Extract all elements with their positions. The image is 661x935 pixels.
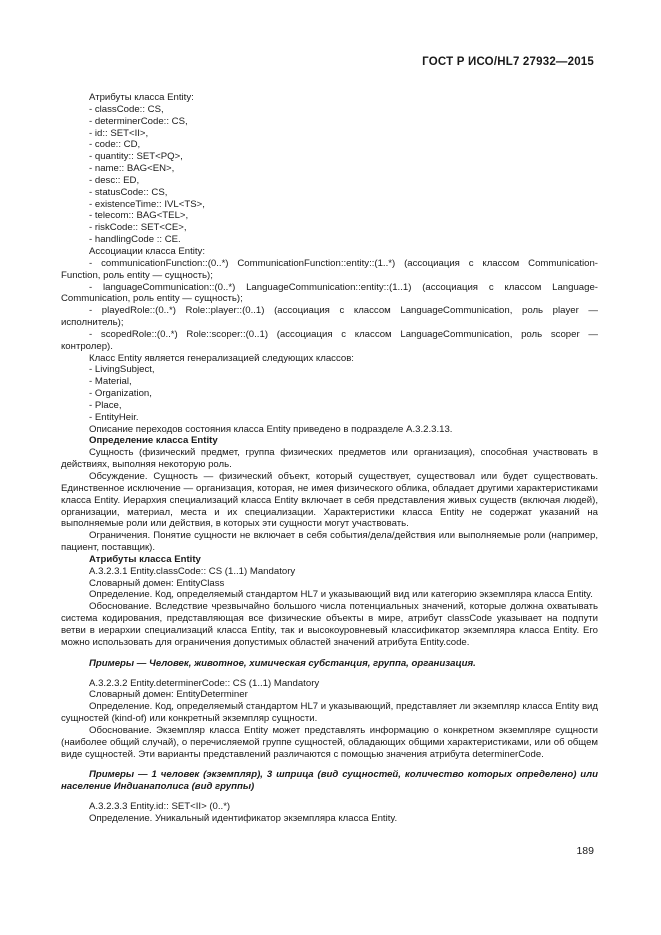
generalization-item: - Place, bbox=[89, 399, 122, 411]
standard-header: ГОСТ Р ИСО/HL7 27932—2015 bbox=[422, 56, 594, 68]
attr-item: - handlingCode :: CE. bbox=[89, 234, 181, 246]
generalization-item: - EntityHeir. bbox=[89, 411, 139, 423]
associations-title: Ассоциации класса Entity: bbox=[89, 245, 205, 257]
determiner-examples: Примеры — 1 человек (экземпляр), 3 шприца (вид сущностей, количество которых определено) или население Индианаполиса (вид группы) bbox=[61, 769, 598, 793]
attr-item: - classCode:: CS, bbox=[89, 103, 164, 115]
attr-item: - statusCode:: CS, bbox=[89, 186, 168, 198]
attr-item: - telecom:: BAG<TEL>, bbox=[89, 210, 189, 222]
classcode-domain: Словарный домен: EntityClass bbox=[89, 577, 225, 589]
attr-item: - desc:: ED, bbox=[89, 174, 140, 186]
attr-item: - name:: BAG<EN>, bbox=[89, 163, 175, 175]
page-number: 189 bbox=[576, 845, 594, 857]
association-item: - communicationFunction::(0..*) CommunicationFunction::entity::(1..*) (ассоциация с классом Communication-Function, роль entity — сущность); bbox=[61, 257, 598, 281]
association-item: - scopedRole::(0..*) Role::scoper::(0..1) (ассоциация с классом LanguageCommunication, роль scoper — контролер). bbox=[61, 328, 598, 352]
classcode-rationale: Обоснование. Вследствие чрезвычайно большого числа потенциальных значений, которые должна охватывать система кодирования, представляющая все физические объекты в мире, атрибут classCode указывает на подпути ветви в иерархии специализаций класса Entity, так и высокоуровневый классификатор экземпляра класса Entity. Его можно использовать для ограничения допустимых областей значений атрибута Entity.code. bbox=[61, 601, 598, 648]
determiner-spec: А.3.2.3.2 Entity.determinerCode:: CS (1..1) Mandatory bbox=[89, 677, 320, 689]
attr-item: - riskCode:: SET<CE>, bbox=[89, 222, 187, 234]
attr-item: - existenceTime:: IVL<TS>, bbox=[89, 198, 205, 210]
attr-item: - determinerCode:: CS, bbox=[89, 115, 188, 127]
transitions-note: Описание переходов состояния класса Entity приведено в подразделе А.3.2.3.13. bbox=[89, 423, 453, 435]
determiner-domain: Словарный домен: EntityDeterminer bbox=[89, 689, 248, 701]
determiner-rationale: Обоснование. Экземпляр класса Entity может представлять информацию о конкретном экземпляре сущности (наиболее общий случай), о перечисляемой группе сущностей, обладающих общими характеристиками, или об общем виде сущностей. Эти варианты представлений различаются с помощью значения атрибута determinerCode. bbox=[61, 724, 598, 760]
determiner-definition: Определение. Код, определяемый стандартом HL7 и указывающий, представляет ли экземпляр класса Entity вид сущностей (kind-of) или конкретный экземпляр сущности. bbox=[61, 701, 599, 725]
attributes-heading: Атрибуты класса Entity bbox=[89, 553, 201, 565]
discussion-text: Обсуждение. Сущность — физический объект, который существует, существовал или будет существовать. Единственное исключение — организация, которая, не имея физического облика, обладает другими характеристиками класса Entity. Иерархия специализаций класса Entity включает в себя представления живых существ (включая людей), организации, материал, места и их специализации. Характеристики класса Entity не содержат указаний на выполняемые роли или действия, в которых эти сущности могут участвовать. bbox=[61, 471, 598, 530]
definition-text: Сущность (физический предмет, группа физических предметов или организация), способная участвовать в действиях, выполняя некоторую роль. bbox=[61, 447, 598, 471]
document-body bbox=[61, 92, 598, 825]
attr-item: - code:: CD, bbox=[89, 139, 141, 151]
classcode-examples: Примеры — Человек, животное, химическая субстанция, группа, организация. bbox=[89, 657, 476, 669]
limitations-text: Ограничения. Понятие сущности не включает в себя события/дела/действия или выполняемые роли (например, пациент, поставщик). bbox=[61, 530, 598, 554]
id-definition: Определение. Уникальный идентификатор экземпляра класса Entity. bbox=[89, 812, 398, 824]
generalization-item: - LivingSubject, bbox=[89, 364, 155, 376]
entity-attrs-title: Атрибуты класса Entity: bbox=[89, 92, 194, 103]
association-item: - languageCommunication::(0..*) LanguageCommunication::entity::(1..1) (ассоциация с классом Language-Communication, роль entity — сущность); bbox=[61, 281, 598, 305]
classcode-definition: Определение. Код, определяемый стандартом HL7 и указывающий вид или категорию экземпляра класса Entity. bbox=[89, 589, 593, 601]
generalization-title: Класс Entity является генерализацией следующих классов: bbox=[89, 352, 354, 364]
id-spec: А.3.2.3.3 Entity.id:: SET<II> (0..*) bbox=[89, 801, 231, 813]
association-item: - playedRole::(0..*) Role::player::(0..1) (ассоциация с классом LanguageCommunication, роль player — исполнитель); bbox=[61, 305, 598, 329]
generalization-item: - Material, bbox=[89, 376, 132, 388]
classcode-spec: А.3.2.3.1 Entity.classCode:: CS (1..1) Mandatory bbox=[89, 565, 296, 577]
attr-item: - id:: SET<II>, bbox=[89, 127, 149, 139]
attr-item: - quantity:: SET<PQ>, bbox=[89, 151, 183, 163]
definition-heading: Определение класса Entity bbox=[89, 435, 218, 447]
generalization-item: - Organization, bbox=[89, 388, 152, 400]
